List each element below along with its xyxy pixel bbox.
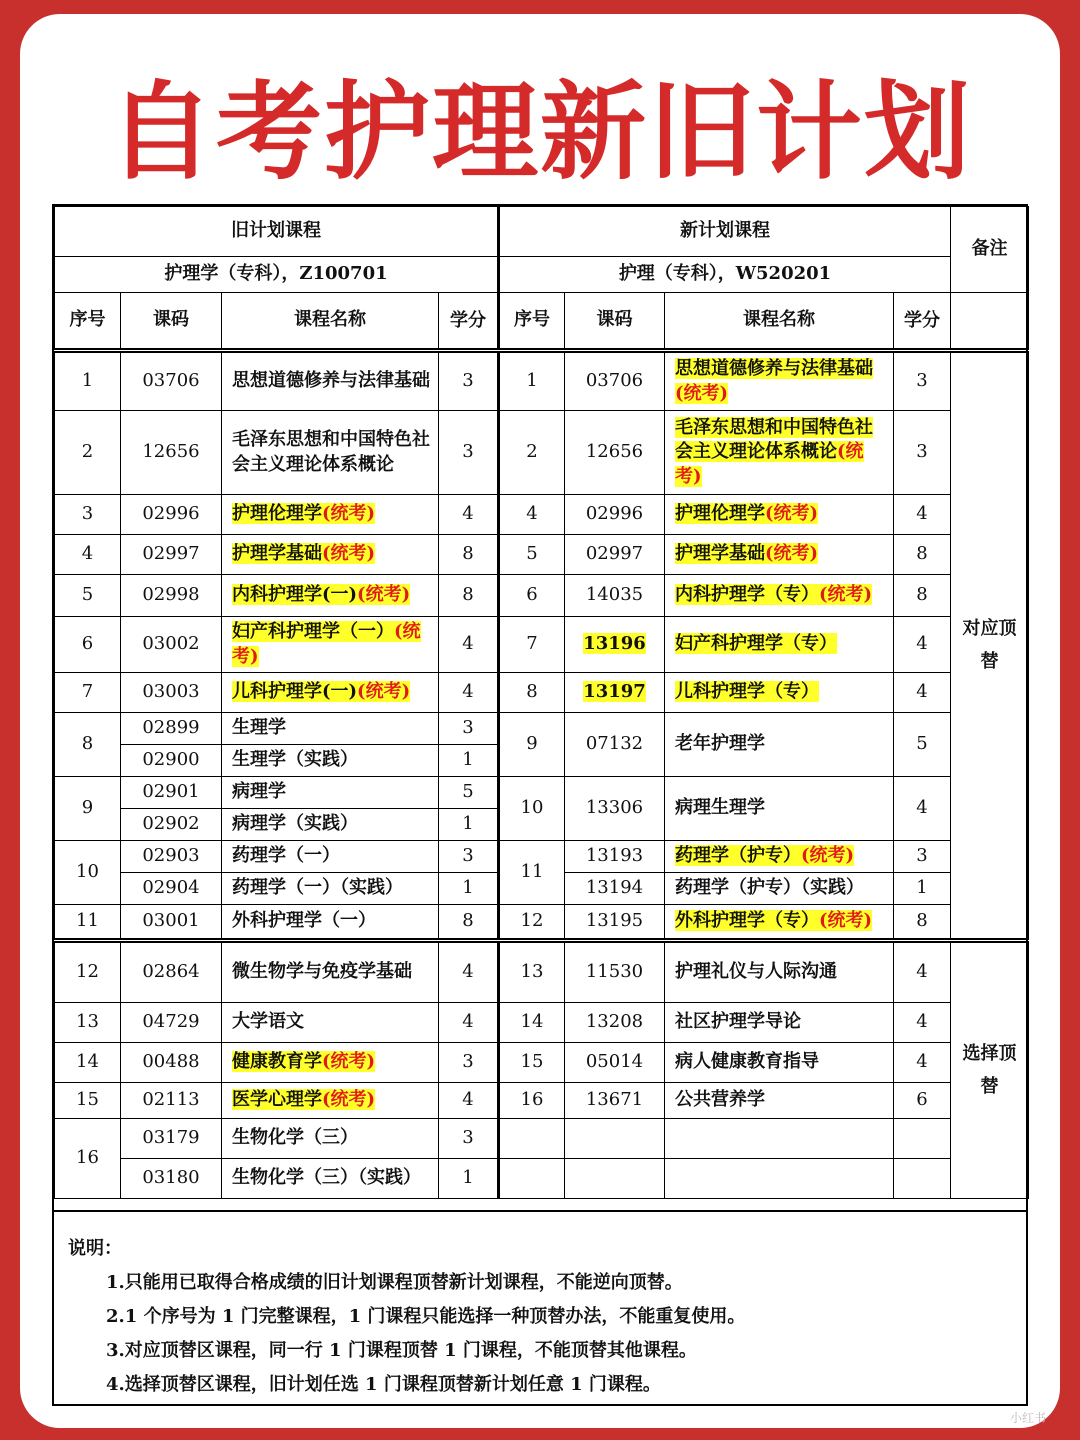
- old-code: 02864: [121, 941, 222, 1003]
- new-credit: 8: [894, 535, 951, 575]
- old-code: 02899: [121, 713, 222, 745]
- exam-tag: (统考): [322, 1051, 376, 1073]
- old-course-name: 病理学: [222, 777, 439, 809]
- new-code: 07132: [565, 713, 665, 777]
- new-seq: 12: [499, 905, 565, 941]
- new-credit: 3: [894, 841, 951, 873]
- table-row: [55, 617, 1029, 673]
- course-table: [54, 206, 1029, 1199]
- new-course-name: 老年护理学: [665, 713, 894, 777]
- old-credit: 4: [439, 1003, 499, 1043]
- old-credit: 8: [439, 575, 499, 617]
- exam-tag: (统考): [675, 382, 729, 404]
- new-plan-header: 新计划课程: [499, 207, 951, 257]
- old-course-name-cell: [222, 575, 439, 617]
- new-course-name-cell: [665, 411, 894, 495]
- old-seq: 12: [55, 941, 121, 1003]
- old-credit: 8: [439, 905, 499, 941]
- old-code: 03002: [121, 617, 222, 673]
- new-course-name: 病理生理学: [665, 777, 894, 841]
- new-seq: 4: [499, 495, 565, 535]
- old-code: 02996: [121, 495, 222, 535]
- old-course-name: 生理学（实践）: [222, 745, 439, 777]
- exam-tag: (统考): [322, 1089, 376, 1111]
- new-credit: 5: [894, 713, 951, 777]
- old-course-name-cell: [222, 1043, 439, 1083]
- old-credit: 4: [439, 495, 499, 535]
- table-row: [55, 1003, 1029, 1043]
- new-credit: 4: [894, 1043, 951, 1083]
- old-code: 02902: [121, 809, 222, 841]
- new-seq: 2: [499, 411, 565, 495]
- table-row: [55, 1119, 1029, 1159]
- new-seq: 10: [499, 777, 565, 841]
- old-credit: 1: [439, 1159, 499, 1199]
- new-seq: 7: [499, 617, 565, 673]
- table-row: [55, 841, 1029, 873]
- old-course-name-cell: [222, 617, 439, 673]
- new-seq: 6: [499, 575, 565, 617]
- new-credit: 6: [894, 1083, 951, 1119]
- old-credit: 1: [439, 745, 499, 777]
- old-seq: 7: [55, 673, 121, 713]
- new-credit: 4: [894, 617, 951, 673]
- new-code-cell: [565, 617, 665, 673]
- old-course-name: 毛泽东思想和中国特色社会主义理论体系概论: [222, 411, 439, 495]
- new-course-name: 社区护理学导论: [665, 1003, 894, 1043]
- watermark: 小红书: [1009, 1411, 1046, 1425]
- old-course-name: 生物化学（三）（实践）: [222, 1159, 439, 1199]
- old-credit: 3: [439, 411, 499, 495]
- old-course-name-cell: [222, 495, 439, 535]
- course-table-document: [52, 204, 1028, 1406]
- new-seq: 14: [499, 1003, 565, 1043]
- old-course-name: 药理学（一）: [222, 841, 439, 873]
- col-seq: 序号: [499, 293, 565, 351]
- new-course-name-cell: [665, 495, 894, 535]
- new-course-name: 护理学基础: [675, 543, 765, 565]
- old-course-name: 医学心理学: [232, 1089, 322, 1111]
- new-seq: 5: [499, 535, 565, 575]
- empty-cell: [565, 1159, 665, 1199]
- new-credit: 8: [894, 905, 951, 941]
- remark-header: 备注: [951, 207, 1029, 293]
- table-row: [55, 673, 1029, 713]
- new-credit: 8: [894, 575, 951, 617]
- old-code: 03003: [121, 673, 222, 713]
- old-course-name: 大学语文: [222, 1003, 439, 1043]
- new-code: 13196: [583, 633, 646, 655]
- old-code: 03179: [121, 1119, 222, 1159]
- new-credit: 4: [894, 777, 951, 841]
- new-course-name: 外科护理学（专）: [675, 910, 819, 932]
- exam-tag: (统考): [357, 681, 411, 703]
- old-course-name: 思想道德修养与法律基础: [222, 351, 439, 411]
- old-course-name: 护理学基础: [232, 543, 322, 565]
- new-code: 03706: [565, 351, 665, 411]
- empty-cell: [499, 1119, 565, 1159]
- new-code: 13306: [565, 777, 665, 841]
- note-line: 1.只能用已取得合格成绩的旧计划课程顶替新计划课程，不能逆向顶替。: [106, 1272, 683, 1293]
- col-code: 课码: [121, 293, 222, 351]
- new-code: 13194: [565, 873, 665, 905]
- new-course-name: 药理学（护专）: [675, 845, 801, 867]
- new-course-name: 护理伦理学: [675, 503, 765, 525]
- exam-tag: (统考): [322, 543, 376, 565]
- old-code: 02900: [121, 745, 222, 777]
- old-code: 02997: [121, 535, 222, 575]
- old-code: 04729: [121, 1003, 222, 1043]
- new-code: 14035: [565, 575, 665, 617]
- table-row: [55, 411, 1029, 495]
- old-seq: 9: [55, 777, 121, 841]
- old-course-name: 健康教育学: [232, 1051, 322, 1073]
- note-line: 2.1 个序号为 1 门完整课程，1 门课程只能选择一种顶替办法，不能重复使用。: [106, 1306, 746, 1327]
- new-credit: 4: [894, 673, 951, 713]
- old-code: 12656: [121, 411, 222, 495]
- new-course-name-cell: [665, 673, 894, 713]
- col-name: 课程名称: [665, 293, 894, 351]
- new-course-name-cell: [665, 905, 894, 941]
- old-code: 03001: [121, 905, 222, 941]
- old-course-name: 病理学（实践）: [222, 809, 439, 841]
- table-row: [55, 777, 1029, 809]
- old-credit: 3: [439, 713, 499, 745]
- new-course-name-cell: [665, 535, 894, 575]
- old-course-name: 妇产科护理学（一）: [232, 621, 394, 643]
- new-seq: 11: [499, 841, 565, 905]
- new-course-name: 护理礼仪与人际沟通: [665, 941, 894, 1003]
- old-course-name-cell: [222, 673, 439, 713]
- table-row: [55, 535, 1029, 575]
- empty-cell: [665, 1159, 894, 1199]
- old-seq: 8: [55, 713, 121, 777]
- old-credit: 1: [439, 873, 499, 905]
- old-credit: 3: [439, 1119, 499, 1159]
- old-credit: 5: [439, 777, 499, 809]
- new-course-name-cell: [665, 617, 894, 673]
- col-credit: 学分: [894, 293, 951, 351]
- new-course-name: 妇产科护理学（专）: [675, 633, 837, 655]
- new-code: 13195: [565, 905, 665, 941]
- exam-tag: (统考): [357, 584, 411, 606]
- old-seq: 14: [55, 1043, 121, 1083]
- old-plan-header: 旧计划课程: [55, 207, 499, 257]
- old-course-name: 生理学: [222, 713, 439, 745]
- new-code: 13197: [583, 681, 646, 703]
- table-row: [55, 1159, 1029, 1199]
- old-seq: 4: [55, 535, 121, 575]
- new-course-name: 内科护理学（专）: [675, 584, 819, 606]
- new-seq: 13: [499, 941, 565, 1003]
- notes-section: [54, 1210, 1026, 1406]
- col-seq: 序号: [55, 293, 121, 351]
- new-course-name: 思想道德修养与法律基础: [675, 358, 873, 380]
- old-seq: 15: [55, 1083, 121, 1119]
- exam-tag: (统考): [819, 910, 873, 932]
- old-course-name-cell: [222, 535, 439, 575]
- old-seq: 13: [55, 1003, 121, 1043]
- notes-title: 说明：: [68, 1238, 122, 1259]
- old-course-name-cell: [222, 1083, 439, 1119]
- exam-tag: (统考): [801, 845, 855, 867]
- old-code: 02998: [121, 575, 222, 617]
- old-credit: 4: [439, 673, 499, 713]
- new-credit: 1: [894, 873, 951, 905]
- empty-cell: [894, 1159, 951, 1199]
- new-code: 02996: [565, 495, 665, 535]
- old-seq: 1: [55, 351, 121, 411]
- new-credit: 4: [894, 941, 951, 1003]
- table-row: [55, 1083, 1029, 1119]
- old-code: 02113: [121, 1083, 222, 1119]
- empty-cell: [665, 1119, 894, 1159]
- col-code: 课码: [565, 293, 665, 351]
- new-seq: 15: [499, 1043, 565, 1083]
- remark-corresponding: 对应顶替: [951, 351, 1029, 941]
- page-title: 自考护理新旧计划: [108, 71, 972, 194]
- new-course-name: 公共营养学: [665, 1083, 894, 1119]
- new-code: 13193: [565, 841, 665, 873]
- old-major: 护理学（专科），Z100701: [55, 257, 499, 293]
- old-course-name: 内科护理学(一): [232, 584, 358, 606]
- old-credit: 4: [439, 1083, 499, 1119]
- new-code: 12656: [565, 411, 665, 495]
- new-seq: 9: [499, 713, 565, 777]
- exam-tag: (统考): [232, 621, 421, 667]
- new-code: 11530: [565, 941, 665, 1003]
- empty-cell: [894, 1119, 951, 1159]
- old-code: 03706: [121, 351, 222, 411]
- new-code: 02997: [565, 535, 665, 575]
- old-seq: 11: [55, 905, 121, 941]
- table-row: [55, 713, 1029, 745]
- note-line: 4.选择顶替区课程，旧计划任选 1 门课程顶替新计划任意 1 门课程。: [106, 1374, 661, 1395]
- new-course-name: 药理学（护专）（实践）: [665, 873, 894, 905]
- old-credit: 1: [439, 809, 499, 841]
- header-row: [55, 207, 1029, 257]
- old-credit: 3: [439, 351, 499, 411]
- old-credit: 4: [439, 941, 499, 1003]
- old-credit: 4: [439, 617, 499, 673]
- old-credit: 8: [439, 535, 499, 575]
- old-course-name: 生物化学（三）: [222, 1119, 439, 1159]
- new-code-cell: [565, 673, 665, 713]
- new-code: 13208: [565, 1003, 665, 1043]
- table-row: [55, 1043, 1029, 1083]
- empty-cell: [565, 1119, 665, 1159]
- old-seq: 2: [55, 411, 121, 495]
- old-course-name: 护理伦理学: [232, 503, 322, 525]
- col-credit: 学分: [439, 293, 499, 351]
- table-row: [55, 495, 1029, 535]
- column-header-row: [55, 293, 1029, 351]
- new-course-name-cell: [665, 841, 894, 873]
- old-course-name: 药理学（一）（实践）: [222, 873, 439, 905]
- new-credit: 3: [894, 351, 951, 411]
- new-course-name: 病人健康教育指导: [665, 1043, 894, 1083]
- note-line: 3.对应顶替区课程，同一行 1 门课程顶替 1 门课程，不能顶替其他课程。: [106, 1340, 697, 1361]
- exam-tag: (统考): [322, 503, 376, 525]
- old-credit: 3: [439, 1043, 499, 1083]
- exam-tag: (统考): [765, 543, 819, 565]
- old-code: 02904: [121, 873, 222, 905]
- new-course-name: 毛泽东思想和中国特色社会主义理论体系概论: [675, 417, 873, 463]
- new-course-name-cell: [665, 575, 894, 617]
- old-course-name: 儿科护理学(一): [232, 681, 358, 703]
- table-row: [55, 905, 1029, 941]
- exam-tag: (统考): [765, 503, 819, 525]
- old-course-name: 微生物学与免疫学基础: [222, 941, 439, 1003]
- empty-cell: [499, 1159, 565, 1199]
- new-seq: 16: [499, 1083, 565, 1119]
- old-seq: 10: [55, 841, 121, 905]
- new-credit: 4: [894, 1003, 951, 1043]
- exam-tag: (统考): [675, 441, 864, 487]
- table-row: [55, 575, 1029, 617]
- exam-tag: (统考): [819, 584, 873, 606]
- new-course-name: 儿科护理学（专）: [675, 681, 819, 703]
- old-course-name: 外科护理学（一）: [222, 905, 439, 941]
- old-code: 03180: [121, 1159, 222, 1199]
- old-credit: 3: [439, 841, 499, 873]
- table-row: [55, 941, 1029, 1003]
- old-seq: 3: [55, 495, 121, 535]
- new-seq: 8: [499, 673, 565, 713]
- remark-select: 选择顶替: [951, 941, 1029, 1199]
- old-seq: 16: [55, 1119, 121, 1199]
- new-seq: 1: [499, 351, 565, 411]
- major-row: [55, 257, 1029, 293]
- old-code: 02903: [121, 841, 222, 873]
- new-credit: 3: [894, 411, 951, 495]
- col-name: 课程名称: [222, 293, 439, 351]
- old-seq: 6: [55, 617, 121, 673]
- table-row: [55, 351, 1029, 411]
- new-credit: 4: [894, 495, 951, 535]
- new-code: 05014: [565, 1043, 665, 1083]
- new-major: 护理（专科），W520201: [499, 257, 951, 293]
- new-course-name-cell: [665, 351, 894, 411]
- old-seq: 5: [55, 575, 121, 617]
- remark-cell-empty: [951, 293, 1029, 351]
- old-code: 02901: [121, 777, 222, 809]
- old-code: 00488: [121, 1043, 222, 1083]
- new-code: 13671: [565, 1083, 665, 1119]
